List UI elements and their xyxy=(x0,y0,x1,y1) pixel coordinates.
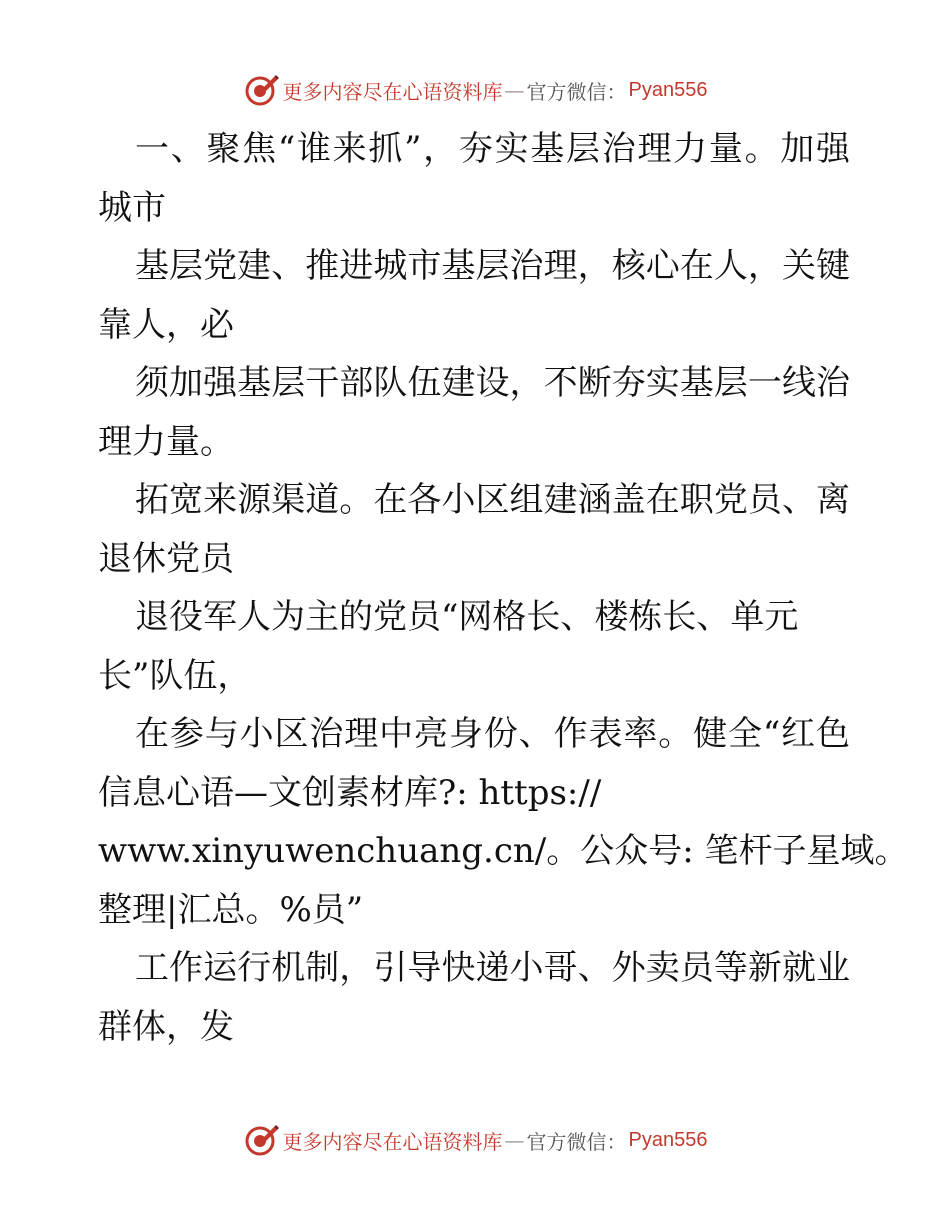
text-line: 工作运行机制，引导快递小哥、外卖员等新就业 xyxy=(135,948,850,988)
text-line: 拓宽来源渠道。在各小区组建涵盖在职党员、离 xyxy=(135,480,850,520)
banner-wechat-id: Pyan556 xyxy=(628,78,708,101)
banner-dash: — xyxy=(504,78,525,102)
footer-banner xyxy=(0,1120,950,1160)
text-line: www.xinyuwenchuang.cn/。公众号: 笔杆子星域。 xyxy=(98,831,909,871)
banner-title: 更多内容尽在心语资料库 xyxy=(282,1129,503,1154)
text-line: 退役军人为主的党员“网格长、楼栋长、单元 xyxy=(135,597,799,637)
banner-title: 更多内容尽在心语资料库 xyxy=(282,79,503,104)
text-line: 长”队伍， xyxy=(98,655,252,696)
document-body xyxy=(98,120,909,1056)
footer-banner-content xyxy=(243,1122,708,1158)
banner-wechat-id: Pyan556 xyxy=(628,1128,708,1151)
text-line: 整理|汇总。%员” xyxy=(98,889,364,930)
text-line: 一、聚焦“谁来抓”，夯实基层治理力量。加强 xyxy=(135,129,850,169)
text-line: 退休党员 xyxy=(98,538,234,579)
banner-subtitle: 官方微信： xyxy=(526,79,627,104)
pen-logo-icon xyxy=(243,72,279,108)
text-line: 城市 xyxy=(98,187,166,228)
text-line: 靠人，必 xyxy=(98,304,234,345)
text-line: 须加强基层干部队伍建设，不断夯实基层一线治 xyxy=(135,363,850,403)
text-line: 信息心语—文创素材库?: https:// xyxy=(98,772,602,813)
banner-subtitle: 官方微信： xyxy=(526,1129,627,1154)
text-line: 在参与小区治理中亮身份、作表率。健全“红色 xyxy=(135,714,850,754)
header-banner xyxy=(0,70,950,110)
banner-dash: — xyxy=(504,1128,525,1152)
text-line: 群体，发 xyxy=(98,1006,234,1047)
text-line: 基层党建、推进城市基层治理，核心在人，关键 xyxy=(135,246,850,286)
header-banner-content xyxy=(243,72,708,108)
text-line: 理力量。 xyxy=(98,421,234,462)
pen-logo-icon xyxy=(243,1122,279,1158)
